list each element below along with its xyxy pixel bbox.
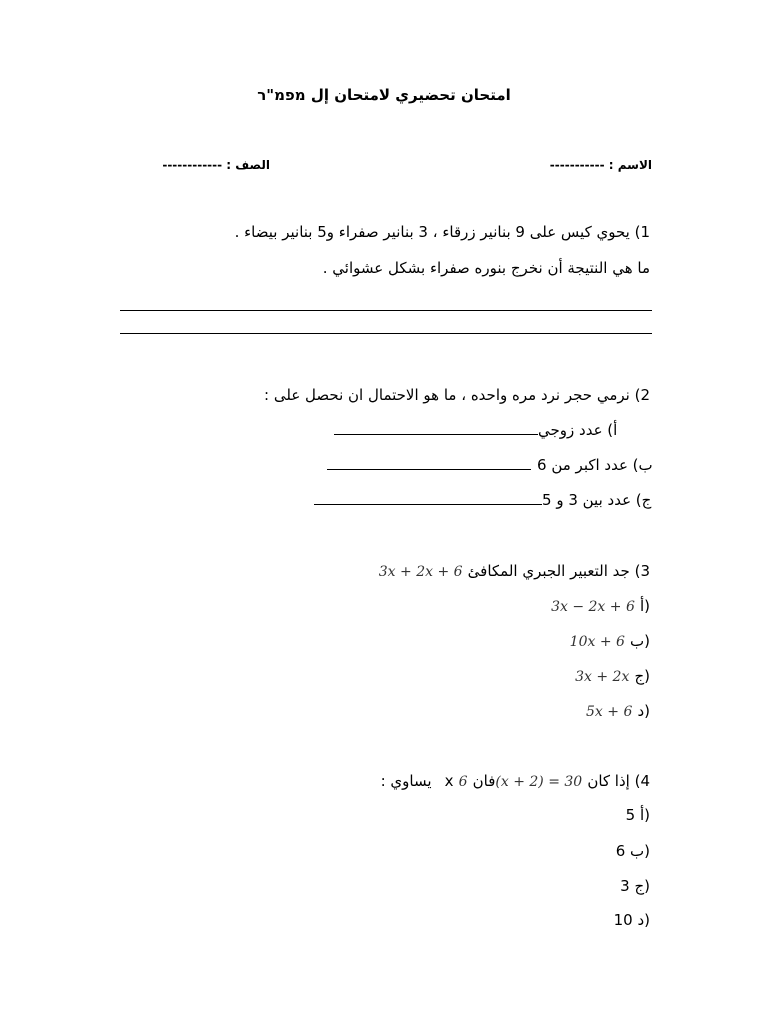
q2-stem: 2) نرمي حجر نرد مره واحده ، ما هو الاحتمال ان نحصل على : [264,386,650,404]
q4-variable: x [444,772,454,790]
q3-a-label: أ) [639,597,650,615]
q3-b-expr: 10x + 6 [569,634,625,650]
q4-d-label: د) [637,911,650,929]
q2-b-answer-blank[interactable] [327,457,531,470]
q2-option-a [334,420,617,439]
q3-option-c[interactable] [575,666,650,685]
q2-a-answer-blank[interactable] [334,422,538,435]
q2-a-label: أ) عدد زوجي [538,421,618,439]
q2-b-label: ب) عدد اكبر من 6 [537,456,653,474]
class-field-label: الصف : ------------ [162,158,270,172]
q3-option-b[interactable] [570,631,650,650]
q4-option-b[interactable] [616,842,650,860]
q2-option-c [314,490,651,509]
q2-c-answer-blank[interactable] [314,492,542,505]
q4-a-value: 5 [625,806,636,824]
q4-option-d[interactable] [614,911,650,929]
q3-b-label: ب) [630,632,650,650]
q4-c-label: ج) [634,877,650,895]
q4-prefix: 4) إذا كان [587,772,650,790]
page-title: امتحان تحضيري لامتحان إل מפמ"ר [257,86,511,104]
q3-stem: 3) جد التعبير الجبري المكافئ [467,562,650,580]
q3-a-expr: 3x − 2x + 6 [551,599,635,615]
q3-d-label: د) [637,702,650,720]
q3-d-expr: 5x + 6 [586,704,633,720]
q3-option-d[interactable] [586,701,650,720]
q3-expression: 3x + 2x + 6 [378,564,463,580]
q4-d-value: 10 [613,911,633,929]
q4-option-a[interactable] [626,806,650,824]
q3-option-a[interactable] [551,596,650,615]
q4-suffix: يساوي : [380,772,432,790]
name-field-label: الاسم : ----------- [549,158,652,172]
q4-equation: 6(x + 2) = 30 [458,774,583,790]
q2-c-label: ج) عدد بين 3 و 5 [542,491,652,509]
q3-c-label: ج) [634,667,650,685]
q4-b-label: ب) [630,842,650,860]
q4-b-value: 6 [615,842,626,860]
q3-stem-row [379,561,650,580]
q1-answer-line-2[interactable] [120,333,652,334]
q1-answer-line-1[interactable] [120,310,652,311]
q1-line1: 1) يحوي كيس على 9 بنانير زرقاء ، 3 بنانير صفراء و5 بنانير بيضاء . [234,223,650,241]
q2-option-b [327,455,653,474]
q4-stem-row [381,771,650,790]
q4-c-value: 3 [620,877,630,895]
q3-c-expr: 3x + 2x [575,669,630,685]
q4-option-c[interactable] [620,877,650,895]
q1-line2: ما هي النتيجة أن نخرج بنوره صفراء بشكل عشوائي . [322,259,650,277]
q4-a-label: أ) [639,806,650,824]
q4-middle: فان [472,772,496,790]
